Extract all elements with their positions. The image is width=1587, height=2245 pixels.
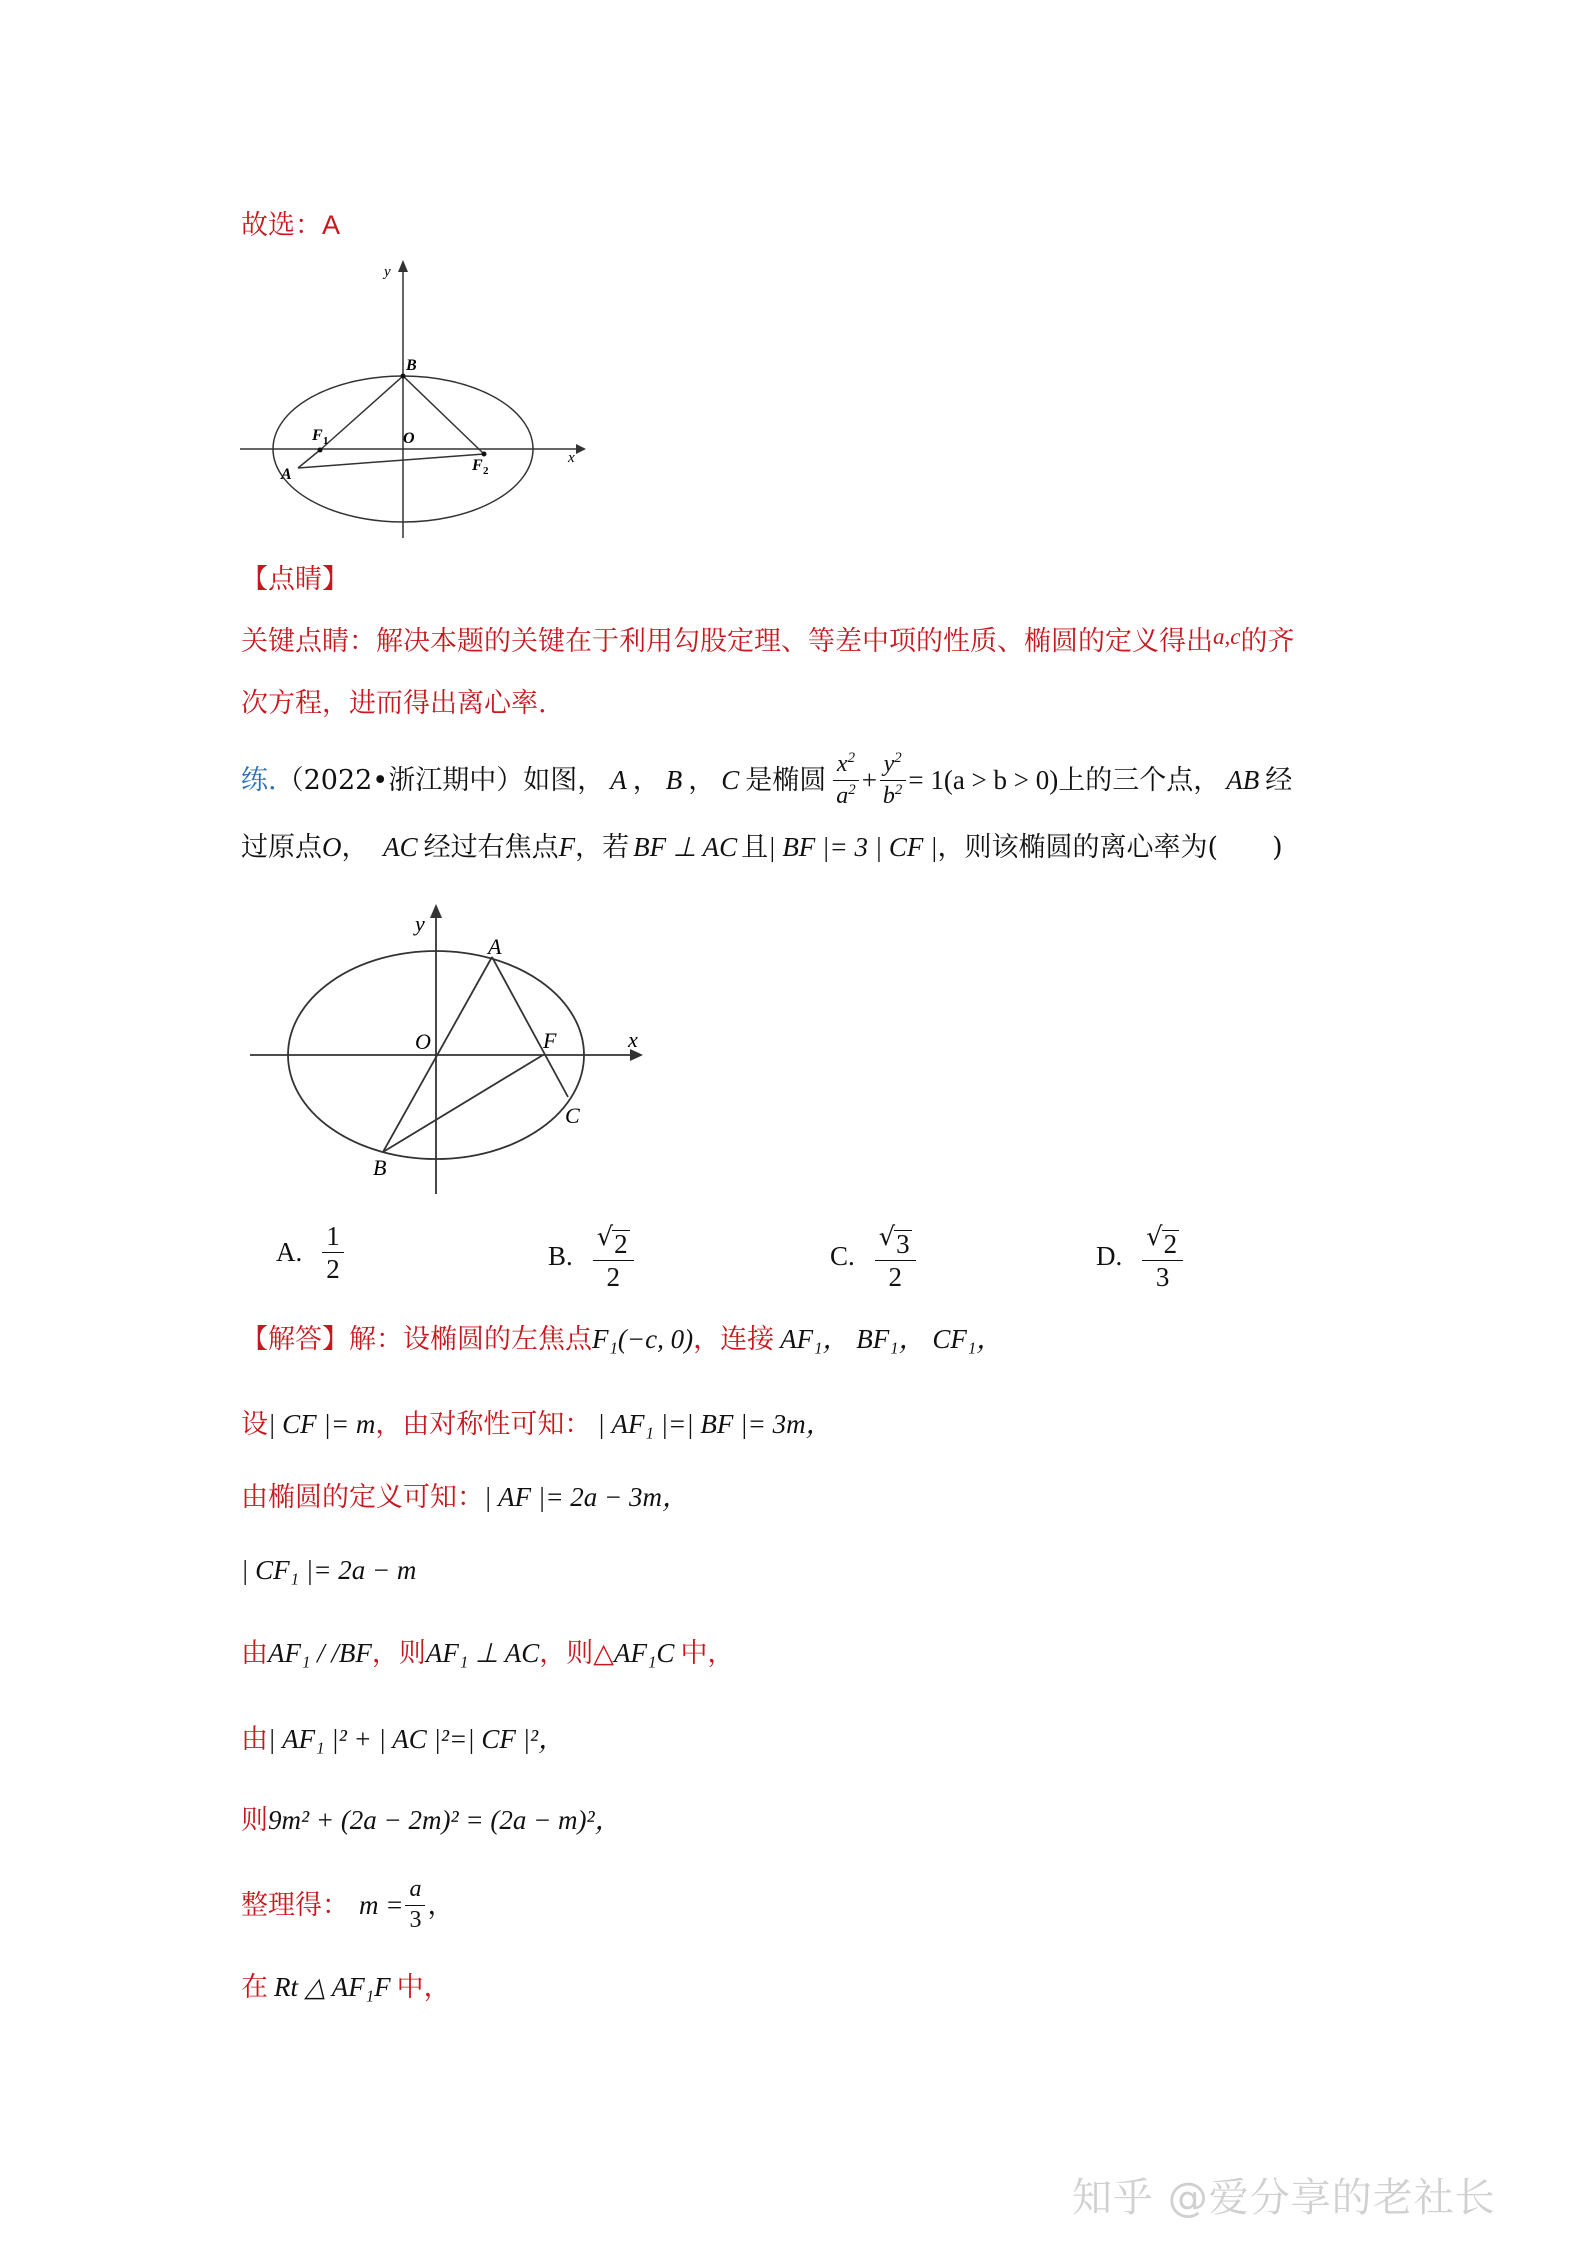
eq-frac-x: $\frac{x^2}{a^2}$ [832, 751, 859, 808]
ellipse-figure-2 [245, 904, 645, 1199]
solution-line2: 设| CF |= m，由对称性可知： | AF₁ |=| BF |= 3m， [241, 1409, 833, 1440]
solution-line8: 整理得： m = $\frac{a}{3}$ ， [241, 1876, 455, 1933]
label-y: y [415, 911, 425, 936]
segment-AF1 [298, 450, 320, 468]
dianjing-line2: 次方程，进而得出离心率. [241, 688, 547, 719]
option-a[interactable]: A. $\frac{1}{2}$ [276, 1222, 346, 1284]
y-axis-arrow-icon [430, 904, 442, 918]
label-F1-sub: 1 [323, 435, 329, 447]
solution-line7: 则9m² + (2a − 2m)² = (2a − m)²， [241, 1805, 622, 1836]
point-F1 [318, 448, 323, 453]
solution-line9: 在 Rt △ AF₁F 中， [241, 1972, 451, 2003]
watermark: 知乎 @爱分享的老社长 [1072, 2175, 1496, 2221]
point-F2 [482, 452, 487, 457]
label-B: B [373, 1155, 387, 1180]
label-O: O [415, 1029, 431, 1054]
segment-BF [383, 1055, 543, 1152]
label-y: y [384, 264, 391, 280]
label-O: O [403, 430, 415, 447]
label-F1: F [312, 427, 323, 444]
solution-line4: | CF₁ |= 2a − m [241, 1555, 417, 1585]
label-B: B [406, 357, 417, 374]
label-C: C [565, 1103, 580, 1128]
point-B [401, 374, 406, 379]
x-axis-arrow-icon [576, 444, 586, 454]
problem-line2: 过原点O， AC 经过右焦点F，若 BF ⊥ AC 且| BF |= 3 | CF |，则该椭圆的离心率为( ) [241, 832, 1283, 863]
solution-line6: 由| AF₁ |² + | AC |²=| CF |²， [241, 1724, 566, 1755]
problem-prefix: 练. [241, 764, 277, 796]
problem-line1: 练. （2022•浙江期中）如图， A ， B ， C 是椭圆 $\frac{x^2}{a^2}$ + $\frac{y^2}{b^2}$ = 1(a > b > 0) 上的三个点， AB 经 [241, 750, 1293, 809]
solution-line3: 由椭圆的定义可知：| AF |= 2a − 3m， [241, 1482, 690, 1513]
label-A: A [281, 466, 292, 483]
label-F2: F [472, 457, 483, 474]
dianjing-heading: 【点睛】 [241, 564, 349, 595]
label-F2-sub: 2 [483, 465, 489, 477]
label-x: x [568, 450, 575, 466]
option-b[interactable]: B. √ 2 2 [548, 1222, 636, 1291]
dianjing-line1: 关键点睛：解决本题的关键在于利用勾股定理、等差中项的性质、椭圆的定义得出a,c的齐 [241, 624, 1295, 657]
option-c[interactable]: C. √ 3 2 [830, 1222, 918, 1291]
segment-AC [492, 957, 568, 1097]
segment-AF2 [298, 454, 484, 468]
label-A: A [488, 934, 502, 959]
ellipse-figure-1 [236, 258, 586, 543]
label-F: F [543, 1028, 557, 1053]
label-x: x [628, 1027, 638, 1052]
solution-line5: 由AF₁ / /BF，则AF₁ ⊥ AC，则△AF₁C 中， [241, 1638, 735, 1669]
eq-frac-y: $\frac{y^2}{b^2}$ [879, 751, 906, 808]
solution-line1: 【解答】解：设椭圆的左焦点F₁(−c, 0)，连接 AF₁， BF₁， CF₁， [241, 1324, 1004, 1355]
option-d[interactable]: D. √ 2 3 [1096, 1222, 1185, 1291]
y-axis-arrow-icon [398, 260, 408, 272]
answer-line: 故选：A [241, 210, 341, 240]
